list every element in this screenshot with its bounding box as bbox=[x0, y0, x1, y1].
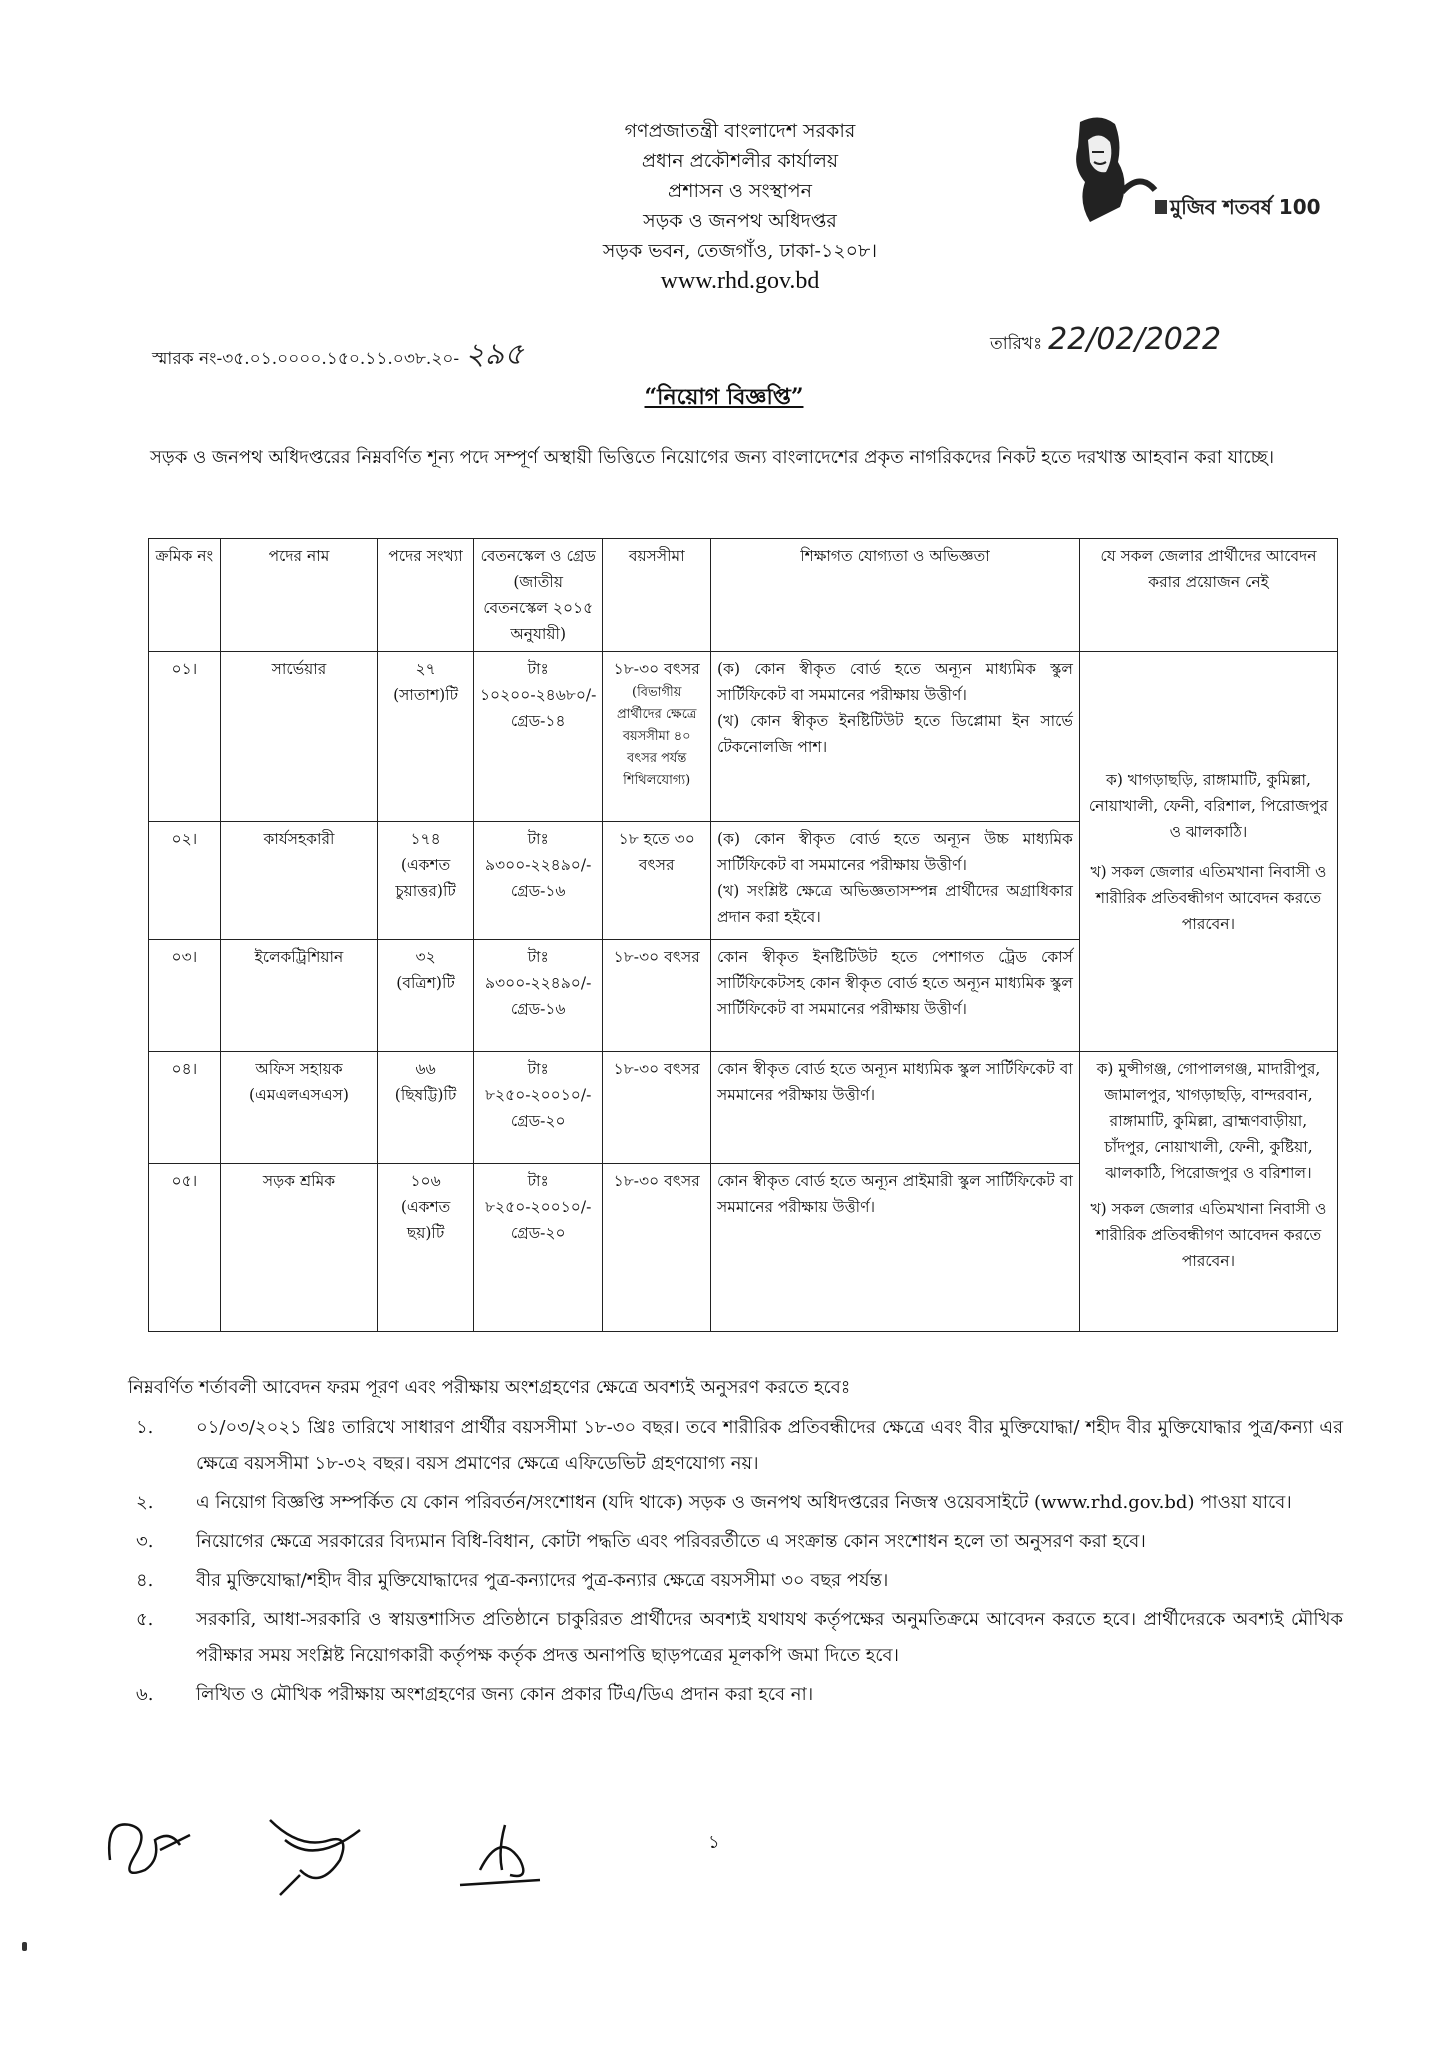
row-qualification-b: (খ) কোন স্বীকৃত ইনষ্টিটিউট হতে ডিপ্লোমা ইন সার্ভে টেকনোলজি পাশ। bbox=[717, 712, 1073, 756]
condition-text: নিয়োগের ক্ষেত্রে সরকারের বিদ্যমান বিধি-বিধান, কোটা পদ্ধতি এবং পরিবরর্তীতে এ সংক্রান্ত কোন সংশোধন হলে তা অনুসরণ করা হবে। bbox=[196, 1531, 1146, 1552]
condition-number: ৪. bbox=[136, 1570, 154, 1591]
header-districts: যে সকল জেলার প্রার্থীদের আবেদন করার প্রয়োজন নেই bbox=[1079, 539, 1337, 652]
list-item bbox=[128, 1524, 1343, 1560]
mujib-100-portrait-logo-icon bbox=[1060, 112, 1321, 232]
row-serial: ০২। bbox=[149, 822, 221, 940]
row-serial: ০৫। bbox=[149, 1164, 221, 1332]
memo-handwritten-number: ২৯৫ bbox=[465, 337, 524, 372]
row-age-note: (বিভাগীয় প্রার্থীদের ক্ষেত্রে বয়সসীমা ৪০ বৎসর পর্যন্ত শিথিলযোগ্য) bbox=[616, 685, 697, 788]
row-count: ৩২ (বত্রিশ)টি bbox=[378, 940, 474, 1052]
row-count: ২৭ (সাতাশ)টি bbox=[378, 652, 474, 822]
condition-text: সরকারি, আধা-সরকারি ও স্বায়ত্তশাসিত প্রতিষ্ঠানে চাকুরিরত প্রার্থীদের অবশ্যই যথাযথ কর্তৃপক্ষের অনুমতিক্রমে আবেদন করতে হবে। প্রার্থীদেরকে অবশ্যই মৌখিক পরীক্ষার সময় সংশ্লিষ্ট নিয়োগকারী কর্তৃপক্ষ কর্তৃক প্রদত্ত অনাপত্তি ছাড়পত্রের মূলকপি জমা দিতে হবে। bbox=[196, 1609, 1343, 1666]
list-item bbox=[128, 1677, 1343, 1713]
row-count: ১৭৪ (একশত চুয়াত্তর)টি bbox=[378, 822, 474, 940]
conditions-lead: নিম্নবর্ণিত শর্তাবলী আবেদন ফরম পূরণ এবং পরীক্ষায় অংশগ্রহণের ক্ষেত্রে অবশ্যই অনুসরণ করতে হবেঃ bbox=[128, 1377, 851, 1398]
row-districts-group2 bbox=[1079, 1052, 1337, 1332]
header-division: প্রশাসন ও সংস্থাপন bbox=[668, 180, 812, 202]
row-serial: ০৩। bbox=[149, 940, 221, 1052]
signatures bbox=[100, 1800, 620, 1900]
table-row bbox=[149, 652, 1338, 822]
header-scale: বেতনস্কেল ও গ্রেড (জাতীয় বেতনস্কেল ২০১৫ অনুযায়ী) bbox=[473, 539, 602, 652]
row-qualification: কোন স্বীকৃত ইনষ্টিটিউট হতে পেশাগত ট্রেড কোর্স সার্টিফিকেটসহ কোন স্বীকৃত বোর্ড হতে অন্যূন মাধ্যমিক স্কুল সার্টিফিকেট বা সমমানের পরীক্ষায় উত্তীর্ণ। bbox=[711, 940, 1080, 1052]
header-serial: ক্রমিক নং bbox=[149, 539, 221, 652]
row-count: ৬৬ (ছিষট্টি)টি bbox=[378, 1052, 474, 1164]
row-age-value: ১৮-৩০ বৎসর bbox=[613, 660, 700, 678]
notice-title-text: “নিয়োগ বিজ্ঞপ্তি” bbox=[644, 384, 804, 410]
districts-group2-b: খ) সকল জেলার এতিমখানা নিবাসী ও শারীরিক প্রতিবন্ধীগণ আবেদন করতে পারবেন। bbox=[1090, 1200, 1327, 1270]
scan-artifact-mark bbox=[22, 1942, 27, 1951]
page-number: ১ bbox=[708, 1832, 720, 1853]
signature-1 bbox=[109, 1824, 190, 1872]
row-qualification: কোন স্বীকৃত বোর্ড হতে অন্যূন প্রাইমারী স্কুল সার্টিফিকেট বা সমমানের পরীক্ষায় উত্তীর্ণ। bbox=[711, 1164, 1080, 1332]
memo-number bbox=[152, 330, 524, 381]
row-age bbox=[603, 652, 711, 822]
header-post: পদের নাম bbox=[220, 539, 377, 652]
list-item bbox=[128, 1602, 1343, 1674]
row-scale: টাঃ ৯৩০০-২২৪৯০/- গ্রেড-১৬ bbox=[473, 822, 602, 940]
row-post: সার্ভেয়ার bbox=[220, 652, 377, 822]
header-address: সড়ক ভবন, তেজগাঁও, ঢাকা-১২০৮। bbox=[602, 240, 878, 262]
row-qualification bbox=[711, 652, 1080, 822]
header-age: বয়সসীমা bbox=[603, 539, 711, 652]
row-scale: টাঃ ৮২৫০-২০০১০/- গ্রেড-২০ bbox=[473, 1164, 602, 1332]
date-label: তারিখঃ bbox=[990, 334, 1043, 354]
row-age: ১৮-৩০ বৎসর bbox=[603, 1164, 711, 1332]
row-scale: টাঃ ৯৩০০-২২৪৯০/- গ্রেড-১৬ bbox=[473, 940, 602, 1052]
row-age: ১৮ হতে ৩০ বৎসর bbox=[603, 822, 711, 940]
condition-number: ৫. bbox=[136, 1609, 154, 1630]
condition-text: এ নিয়োগ বিজ্ঞপ্তি সম্পর্কিত যে কোন পরিবর্তন/সংশোধন (যদি থাকে) সড়ক ও জনপথ অধিদপ্তরের নিজস্ব ওয়েবসাইটে (www.rhd.gov.bd) পাওয়া যাবে। bbox=[196, 1492, 1292, 1513]
row-qualification-b: (খ) সংশ্লিষ্ট ক্ষেত্রে অভিজ্ঞতাসম্পন্ন প্রার্থীদের অগ্রাধিকার প্রদান করা হইবে। bbox=[717, 882, 1073, 926]
row-post: কার্যসহকারী bbox=[220, 822, 377, 940]
districts-group2-a: ক) মুন্সীগঞ্জ, গোপালগঞ্জ, মাদারীপুর, জামালপুর, খাগড়াছড়ি, বান্দরবান, রাঙ্গামাটি, কুমিল্লা, ব্রাহ্মণবাড়ীয়া, চাঁদপুর, নোয়াখালী, ফেনী, কুষ্টিয়া, ঝালকাঠি, পিরোজপুর ও বরিশাল। bbox=[1096, 1060, 1321, 1182]
header-qualification: শিক্ষাগত যোগ্যতা ও অভিজ্ঞতা bbox=[711, 539, 1080, 652]
condition-text: ০১/০৩/২০২১ খ্রিঃ তারিখে সাধারণ প্রার্থীর বয়সসীমা ১৮-৩০ বছর। তবে শারীরিক প্রতিবন্ধীদের ক্ষেত্রে এবং বীর মুক্তিযোদ্ধা/ শহীদ বীর মুক্তিযোদ্ধার পুত্র/কন্যা এর ক্ষেত্রে বয়সসীমা ১৮-৩২ বছর। বয়স প্রমাণের ক্ষেত্রে এফিডেভিট গ্রহণযোগ্য নয়। bbox=[196, 1417, 1343, 1474]
condition-number: ৬. bbox=[136, 1684, 154, 1705]
vacancy-table bbox=[148, 538, 1338, 1332]
office-header bbox=[480, 116, 1000, 296]
header-website: www.rhd.gov.bd bbox=[660, 268, 820, 294]
row-districts-group1 bbox=[1079, 652, 1337, 1052]
row-qualification-a: (ক) কোন স্বীকৃত বোর্ড হতে অন্যূন উচ্চ মাধ্যমিক সার্টিফিকেট বা সমমানের পরীক্ষায় উত্তীর্ণ। bbox=[717, 830, 1073, 874]
row-serial: ০১। bbox=[149, 652, 221, 822]
row-post: ইলেকট্রিশিয়ান bbox=[220, 940, 377, 1052]
conditions-list bbox=[128, 1410, 1343, 1713]
row-age: ১৮-৩০ বৎসর bbox=[603, 940, 711, 1052]
row-qualification bbox=[711, 822, 1080, 940]
condition-text: বীর মুক্তিযোদ্ধা/শহীদ বীর মুক্তিযোদ্ধাদের পুত্র-কন্যাদের পুত্র-কন্যার ক্ষেত্রে বয়সসীমা ৩০ বছর পর্যন্ত। bbox=[196, 1570, 889, 1591]
header-office: প্রধান প্রকৌশলীর কার্যালয় bbox=[641, 150, 839, 172]
notice-date bbox=[990, 322, 1221, 359]
condition-text: লিখিত ও মৌখিক পরীক্ষায় অংশগ্রহণের জন্য কোন প্রকার টিএ/ডিএ প্রদান করা হবে না। bbox=[196, 1684, 814, 1705]
intro-paragraph: সড়ক ও জনপথ অধিদপ্তরের নিম্নবর্ণিত শূন্য পদে সম্পূর্ণ অস্থায়ী ভিত্তিতে নিয়োগের জন্য বাংলাদেশের প্রকৃত নাগরিকদের নিকট হতে দরখাস্ত আহবান করা যাচ্ছে। bbox=[150, 447, 1275, 468]
row-serial: ০৪। bbox=[149, 1052, 221, 1164]
row-qualification-a: (ক) কোন স্বীকৃত বোর্ড হতে অন্যূন মাধ্যমিক স্কুল সার্টিফিকেট বা সমমানের পরীক্ষায় উত্তীর্ণ। bbox=[717, 660, 1073, 704]
condition-number: ৩. bbox=[136, 1531, 154, 1552]
row-post: সড়ক শ্রমিক bbox=[220, 1164, 377, 1332]
row-qualification: কোন স্বীকৃত বোর্ড হতে অন্যূন মাধ্যমিক স্কুল সার্টিফিকেট বা সমমানের পরীক্ষায় উত্তীর্ণ। bbox=[711, 1052, 1080, 1164]
condition-number: ২. bbox=[136, 1492, 154, 1513]
logo-text: মুজিব শতবর্ষ 100 bbox=[1170, 195, 1321, 219]
header-department: সড়ক ও জনপথ অধিদপ্তর bbox=[643, 210, 837, 232]
row-post: অফিস সহায়ক (এমএলএসএস) bbox=[220, 1052, 377, 1164]
list-item bbox=[128, 1563, 1343, 1599]
header-government: গণপ্রজাতন্ত্রী বাংলাদেশ সরকার bbox=[624, 120, 856, 142]
date-handwritten-value: 22/02/2022 bbox=[1048, 322, 1222, 357]
conditions-section bbox=[128, 1370, 1343, 1716]
list-item bbox=[128, 1410, 1343, 1482]
memo-label: স্মারক নং-৩৫.০১.০০০০.১৫০.১১.০৩৮.২০- bbox=[152, 349, 460, 369]
signature-2 bbox=[270, 1820, 360, 1895]
notice-title bbox=[0, 380, 1448, 417]
districts-group1-b: খ) সকল জেলার এতিমখানা নিবাসী ও শারীরিক প্রতিবন্ধীগণ আবেদন করতে পারবেন। bbox=[1090, 862, 1327, 933]
table-header-row bbox=[149, 539, 1338, 652]
list-item bbox=[128, 1485, 1343, 1521]
row-age: ১৮-৩০ বৎসর bbox=[603, 1052, 711, 1164]
row-scale: টাঃ ৮২৫০-২০০১০/- গ্রেড-২০ bbox=[473, 1052, 602, 1164]
header-count: পদের সংখ্যা bbox=[378, 539, 474, 652]
row-count: ১০৬ (একশত ছয়)টি bbox=[378, 1164, 474, 1332]
table-row bbox=[149, 1052, 1338, 1164]
signature-3 bbox=[460, 1825, 540, 1885]
condition-number: ১. bbox=[136, 1417, 154, 1438]
row-scale: টাঃ ১০২০০-২৪৬৮০/- গ্রেড-১৪ bbox=[473, 652, 602, 822]
districts-group1-a: ক) খাগড়াছড়ি, রাঙ্গামাটি, কুমিল্লা, নোয়াখালী, ফেনী, বরিশাল, পিরোজপুর ও ঝালকাঠি। bbox=[1088, 770, 1328, 841]
